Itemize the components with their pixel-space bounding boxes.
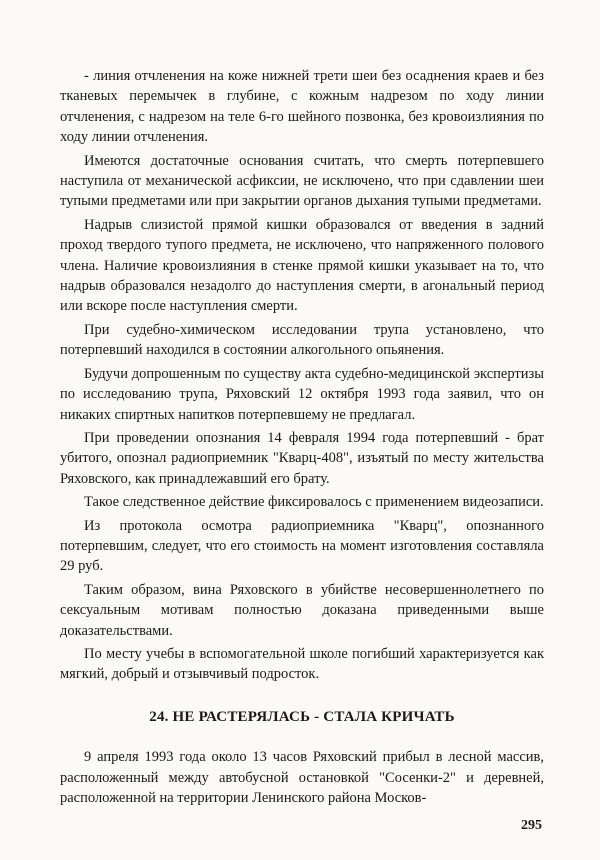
chapter-heading: 24. НЕ РАСТЕРЯЛАСЬ - СТАЛА КРИЧАТЬ — [149, 708, 455, 725]
paragraph: Надрыв слизистой прямой кишки образовался от введения в задний проход твердого тупого предмета, не исключено, что напряженного полового члена. Наличие кровоизлияния в стенке прямой кишки указывает на то, что надрыв образовался незадолго до наступления смерти, в агональный период или вскоре после наступления смерти. — [60, 216, 544, 315]
paragraph: Из протокола осмотра радиоприемника "Кварц", опознанного потерпевшим, следует, что его стоимость на момент изготовления составляла 29 руб. — [60, 517, 544, 575]
page-number: 295 — [521, 818, 542, 833]
text-column — [60, 66, 544, 808]
paragraph: Имеются достаточные основания считать, что смерть потерпевшего наступила от механической асфиксии, не исключено, что при сдавлении шеи тупыми предметами или при закрытии органов дыхания тупыми предметами. — [60, 152, 544, 210]
paragraph: - линия отчленения на коже нижней трети шеи без осаднения краев и без тканевых перемычек в глубине, с кожным надрезом по ходу линии отчленения, с надрезом на теле 6-го шейного позвонка, без кровоизлияния по ходу линии отчленения. — [60, 68, 544, 146]
paragraph: Такое следственное действие фиксировалось с применением видеозаписи. — [84, 494, 544, 511]
paragraph: 9 апреля 1993 года около 13 часов Ряховский прибыл в лесной массив, расположенный между автобусной остановкой "Сосенки-2" и деревней, расположенной на территории Ленинского района Москов- — [60, 749, 544, 806]
paragraph: Таким образом, вина Ряховского в убийстве несовершеннолетнего по сексуальным мотивам полностью доказана приведенными выше доказательствами. — [60, 581, 544, 639]
paragraph: При судебно-химическом исследовании трупа установлено, что потерпевший находился в состоянии алкогольного опьянения. — [60, 321, 544, 359]
paragraph: При проведении опознания 14 февраля 1994 года потерпевший - брат убитого, опознал радиоприемник "Кварц-408", изъятый по месту жительства Ряховского, как принадлежавший его брату. — [60, 429, 544, 487]
paragraph: Будучи допрошенным по существу акта судебно-медицинской экспертизы по исследованию трупа, Ряховский 12 октября 1993 года заявил, что он никаких спиртных напитков потерпевшему не предлагал. — [60, 365, 544, 423]
paragraph: По месту учебы в вспомогательной школе погибший характеризуется как мягкий, добрый и отзывчивый подросток. — [60, 645, 544, 683]
